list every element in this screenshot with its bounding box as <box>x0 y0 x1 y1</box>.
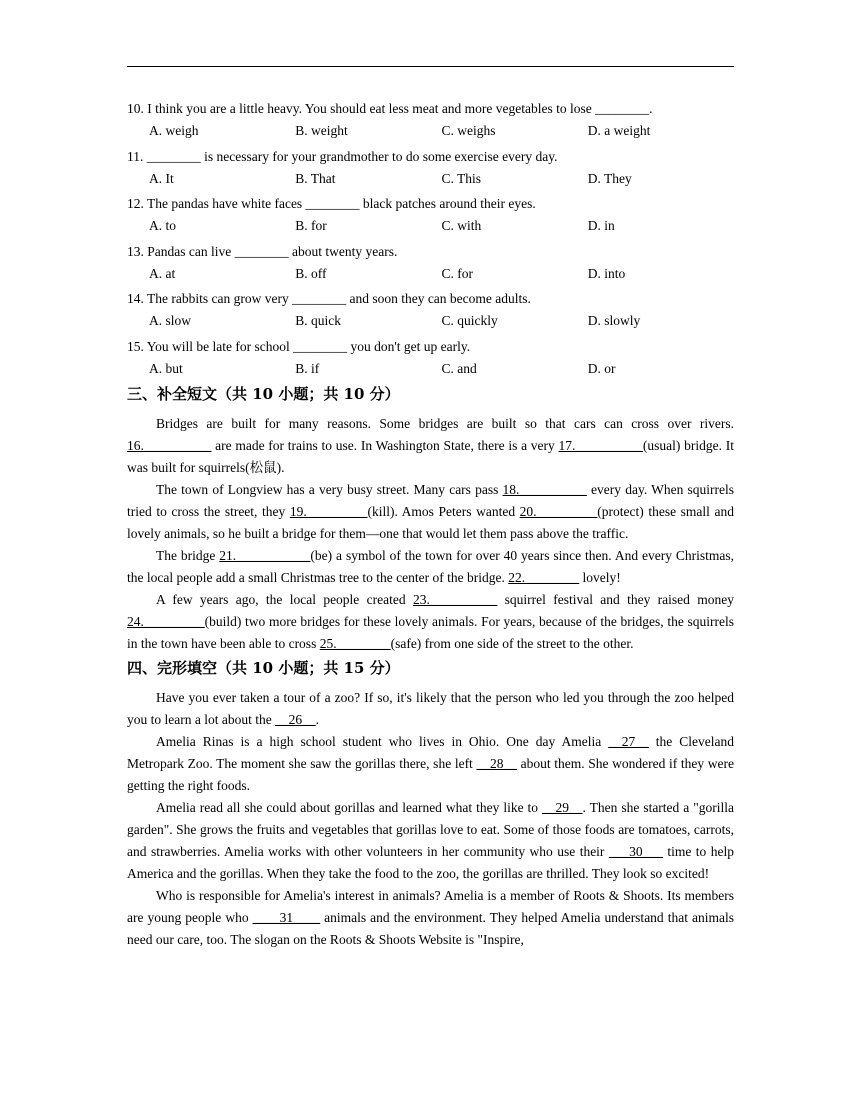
passage-text: Who is responsible for Amelia's interest in animals? Amelia is a member of Roots & Shoots. Its members are young people who <box>127 888 734 925</box>
passage-paragraph <box>127 589 734 655</box>
option-b: B. for <box>295 218 327 233</box>
question-15 <box>127 336 734 380</box>
passage-text: lovely! <box>579 570 621 585</box>
passage-text: every day. When squirrels tried to cross the street, they <box>127 482 734 519</box>
passage-text: Amelia read all she could about gorillas and learned what they like to <box>156 800 543 815</box>
option-b: B. That <box>295 170 336 186</box>
blank-28: __28__ <box>476 756 517 771</box>
passage-paragraph <box>127 545 734 589</box>
passage-paragraph <box>127 797 734 885</box>
blank-26: __26__ <box>275 712 316 727</box>
option-c: C. quickly <box>441 313 498 328</box>
option-a: A. but <box>149 360 183 376</box>
option-d: D. They <box>587 170 632 186</box>
option-d: D. in <box>587 218 615 233</box>
passage-text: (kill). Amos Peters wanted <box>367 504 520 519</box>
question-stem: 13. Pandas can live ________ about twenty years. <box>127 243 398 259</box>
option-row <box>127 358 734 380</box>
passage-text: Bridges are built for many reasons. Some bridges are built so that cars can cross over rivers. <box>156 416 734 431</box>
option-b: B. weight <box>295 123 348 138</box>
option-row <box>127 310 734 332</box>
question-stem: 10. I think you are a little heavy. You should eat less meat and more vegetables to lose ________. <box>127 101 653 116</box>
passage-text: The bridge <box>156 548 220 563</box>
option-c: C. weighs <box>441 123 496 138</box>
blank-16: 16.__________ <box>127 438 212 453</box>
option-c: C. for <box>441 265 473 281</box>
option-b: B. quick <box>295 313 341 328</box>
passage-text: . <box>315 712 319 727</box>
option-a: A. weigh <box>149 123 199 138</box>
option-d: D. slowly <box>587 313 641 328</box>
passage-text: (safe) from one side of the street to the other. <box>390 636 634 651</box>
passage-text: A few years ago, the local people created <box>156 592 413 607</box>
passage-paragraph <box>127 413 734 479</box>
option-c: C. This <box>441 170 482 186</box>
passage-text: squirrel festival and they raised money <box>497 592 734 607</box>
option-row <box>127 120 734 142</box>
option-row <box>127 215 734 237</box>
question-12 <box>127 193 734 237</box>
passage-text: (usual) bridge. It was built for squirrels(松鼠). <box>127 438 734 475</box>
blank-31: ____31____ <box>252 910 321 925</box>
passage-paragraph <box>127 731 734 797</box>
question-stem: 12. The pandas have white faces ________ black patches around their eyes. <box>127 196 536 211</box>
passage-text: The town of Longview has a very busy street. Many cars pass <box>156 482 503 497</box>
passage-text: animals and the environment. They helped Amelia understand that animals need our care, too. The slogan on the Roots & Shoots Website is "Inspire, <box>127 910 734 947</box>
blank-22: 22.________ <box>508 570 580 585</box>
option-a: A. to <box>149 218 176 233</box>
passage-paragraph <box>127 479 734 545</box>
question-11 <box>127 146 734 190</box>
question-14 <box>127 288 734 332</box>
blank-29: __29__ <box>542 800 583 815</box>
exam-page <box>127 98 734 951</box>
passage-text: are made for trains to use. In Washington State, there is a very <box>211 438 559 453</box>
option-row <box>127 168 734 190</box>
option-c: C. with <box>441 218 482 233</box>
passage-text: (be) a symbol of the town for over 40 years since then. And every Christmas, the local people add a small Christmas tree to the center of the bridge. <box>127 548 734 585</box>
passage-text: the Cleveland Metropark Zoo. The moment she saw the gorillas there, she left <box>127 734 734 771</box>
option-d: D. or <box>587 360 616 376</box>
section-4-title: 四、完形填空（共 10 小题；共 15 分） <box>127 659 400 677</box>
question-stem: 14. The rabbits can grow very ________ and soon they can become adults. <box>127 291 531 306</box>
blank-17: 17.__________ <box>558 438 643 453</box>
blank-18: 18.__________ <box>502 482 587 497</box>
passage-text: Amelia Rinas is a high school student who lives in Ohio. One day Amelia <box>156 734 609 749</box>
blank-21: 21.___________ <box>219 548 311 563</box>
passage-text: time to help America and the gorillas. When they take the food to the zoo, the gorillas are thrilled. They look so excited! <box>127 844 734 881</box>
blank-27: __27__ <box>608 734 649 749</box>
question-10 <box>127 98 734 142</box>
passage-text: (build) two more bridges for these lovely animals. For years, because of the bridges, the squirrels in the town have been able to cross <box>127 614 734 651</box>
passage-text: . Then she started a "gorilla garden". She grows the fruits and vegetables that gorillas love to eat. Some of those foods are tomatoes, carrots, and strawberries. Amelia works with other volunteers in her community who use their <box>127 800 734 859</box>
passage-text: (protect) these small and lovely animals, so he built a bridge for them—one that would let them pass above the traffic. <box>127 504 734 541</box>
header-rule <box>127 66 734 67</box>
blank-30: ___30___ <box>608 844 663 859</box>
section-3-title: 三、补全短文（共 10 小题；共 10 分） <box>127 385 400 403</box>
question-stem: 15. You will be late for school ________ you don't get up early. <box>127 338 471 354</box>
passage-paragraph <box>127 885 734 951</box>
blank-24: 24._________ <box>127 614 205 629</box>
option-a: A. It <box>149 170 174 186</box>
option-a: A. slow <box>149 313 192 328</box>
question-stem: 11. ________ is necessary for your grandmother to do some exercise every day. <box>127 148 558 164</box>
blank-19: 19._________ <box>289 504 368 519</box>
option-b: B. if <box>295 360 320 376</box>
passage-text: Have you ever taken a tour of a zoo? If so, it's likely that the person who led you through the zoo helped you to learn a lot about the <box>127 690 734 727</box>
option-row <box>127 263 734 285</box>
option-d: D. into <box>587 265 626 281</box>
blank-20: 20._________ <box>519 504 598 519</box>
passage-paragraph <box>127 687 734 731</box>
option-a: A. at <box>149 265 176 281</box>
question-13 <box>127 241 734 285</box>
blank-23: 23.__________ <box>412 592 498 607</box>
blank-25: 25.________ <box>319 636 391 651</box>
passage-text: about them. She wondered if they were getting the right foods. <box>127 756 734 793</box>
option-c: C. and <box>441 360 477 376</box>
option-d: D. a weight <box>587 123 651 138</box>
option-b: B. off <box>295 265 327 281</box>
